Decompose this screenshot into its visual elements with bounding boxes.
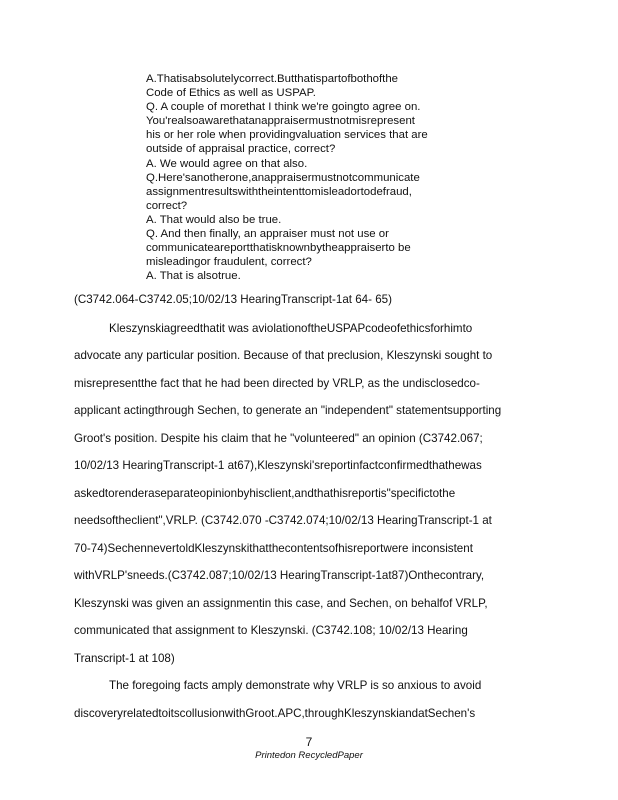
quote-line: A. We would agree on that also. xyxy=(146,157,308,170)
quote-line: Code of Ethics as well as USPAP. xyxy=(146,87,316,100)
quote-line: correct? xyxy=(146,199,188,212)
block-quote xyxy=(146,72,476,283)
body-line: advocate any particular position. Because of that preclusion, Kleszynski sought to xyxy=(74,349,493,362)
body-line: communicated that assignment to Kleszynski. (C3742.108; 10/02/13 Hearing xyxy=(74,624,468,637)
body-line: askedtorenderaseparateopinionbyhisclient,andthathisreportis"specifictothe xyxy=(74,487,456,500)
quote-line: his or her role when providingvaluation services that are xyxy=(146,129,428,142)
body-line: misrepresentthe fact that he had been directed by VRLP, as the undisclosedco- xyxy=(74,377,480,390)
body-line: 10/02/13 HearingTranscript-1 at67),Kleszynski'sreportinfactconfirmedthathewas xyxy=(74,459,482,472)
quote-line: You'realsoawarethatanappraisermustnotmisrepresent xyxy=(146,115,415,128)
quote-line: A.Thatisabsolutelycorrect.Butthatispartofbothofthe xyxy=(146,73,399,85)
body-line: Kleszynskiagreedthatit was aviolationoftheUSPAPcodeofethicsforhimto xyxy=(109,322,473,335)
body-line: The foregoing facts amply demonstrate why VRLP is so anxious to avoid xyxy=(109,679,482,692)
body-line: discoveryrelatedtoitscollusionwithGroot.APC,throughKleszynskiandatSechen's xyxy=(74,707,476,720)
quote-line: communicateareportthatisknownbytheappraiserto be xyxy=(146,242,411,255)
quote-line: A. That is alsotrue. xyxy=(146,270,241,283)
recycled-paper-note: Printedon RecycledPaper xyxy=(255,750,363,761)
citation-line: (C3742.064-C3742.05;10/02/13 HearingTranscript-1at 64- 65) xyxy=(74,293,392,306)
quote-line: Q.Here'sanotherone,anappraisermustnotcommunicate xyxy=(146,171,420,184)
body-line: Transcript-1 at 108) xyxy=(74,652,175,665)
body-line: Groot's position. Despite his claim that he "volunteered" an opinion (C3742.067; xyxy=(74,432,483,445)
quote-line: assignmentresultswiththeintenttomisleadortodefraud, xyxy=(146,185,412,198)
quote-line: outside of appraisal practice, correct? xyxy=(146,143,336,156)
quote-line: A. That would also be true. xyxy=(146,213,282,226)
quote-line: Q. And then finally, an appraiser must not use or xyxy=(146,228,389,241)
body-line: applicant actingthrough Sechen, to generate an "independent" statementsupporting xyxy=(74,404,502,417)
body-line: needsoftheclient",VRLP. (C3742.070 -C3742.074;10/02/13 HearingTranscript-1 at xyxy=(74,514,492,527)
body-line: Kleszynski was given an assignmentin this case, and Sechen, on behalfof VRLP, xyxy=(74,597,488,610)
page-number: 7 xyxy=(305,735,313,749)
quote-line: Q. A couple of morethat I think we're goingto agree on. xyxy=(146,101,421,114)
body-line: withVRLP'sneeds.(C3742.087;10/02/13 HearingTranscript-1at87)Onthecontrary, xyxy=(74,569,485,582)
quote-line: misleadingor fraudulent, correct? xyxy=(146,256,312,269)
body-line: 70-74)SechennevertoldKleszynskithatthecontentsofhisreportwere inconsistent xyxy=(74,542,473,555)
